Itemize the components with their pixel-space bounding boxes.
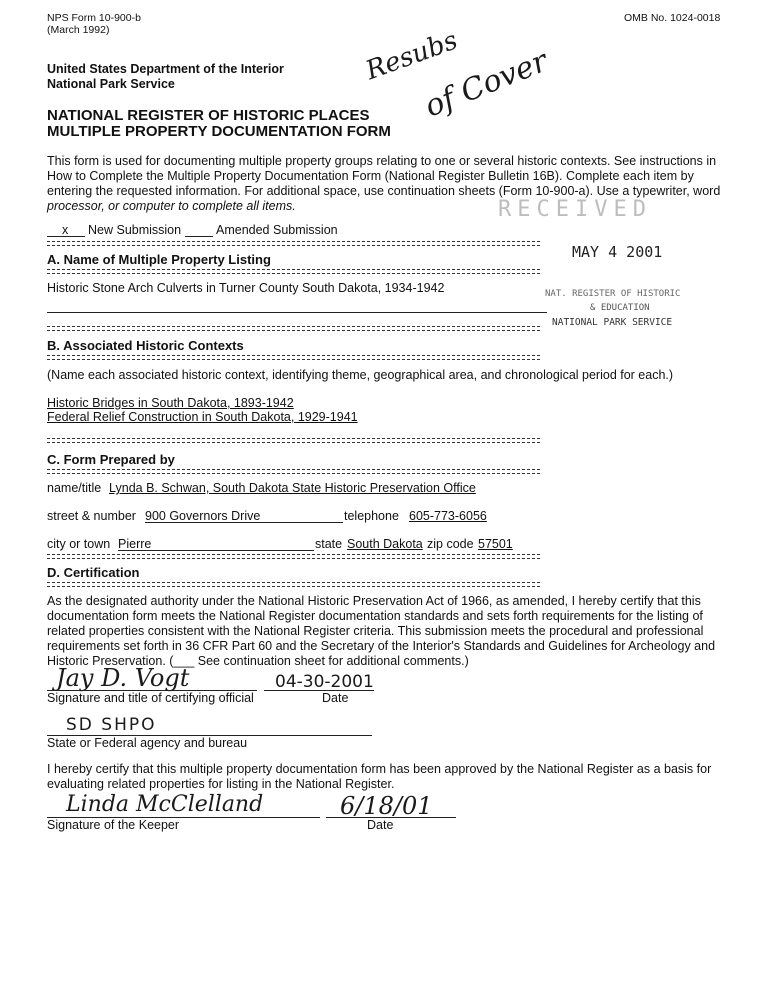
- stamp-line2: & EDUCATION: [590, 303, 650, 313]
- stamp-date: MAY 4 2001: [572, 243, 663, 261]
- property-listing-name: Historic Stone Arch Culverts in Turner County South Dakota, 1934-1942: [47, 281, 445, 295]
- street-underline: [145, 522, 343, 523]
- certifying-signature-label: Signature and title of certifying official: [47, 691, 254, 705]
- street-value: 900 Governors Drive: [145, 509, 261, 523]
- divider: [47, 469, 540, 474]
- stamp-line1: NAT. REGISTER OF HISTORIC: [545, 289, 681, 299]
- city-value: Pierre: [118, 537, 152, 551]
- certification-date-value: 04-30-2001: [275, 672, 374, 692]
- amended-submission-blank: [185, 236, 213, 237]
- keeper-date-value: 6/18/01: [340, 792, 433, 820]
- historic-context-item: Historic Bridges in South Dakota, 1893-1942: [47, 396, 294, 410]
- handwritten-note-line1: Resubs: [362, 25, 462, 87]
- service-name: National Park Service: [47, 77, 175, 91]
- divider: [47, 326, 540, 331]
- certification-line3: related properties consistent with the National Register criteria. This submission meets the procedural and professional: [47, 624, 704, 638]
- amended-submission-label: Amended Submission: [216, 223, 338, 237]
- name-title-label: name/title: [47, 481, 102, 495]
- stamp-received: RECEIVED: [498, 197, 652, 222]
- intro-line3: entering the requested information. For additional space, use continuation sheets (Form 10-900-a). Use a typewriter, word: [47, 184, 721, 198]
- department-name: United States Department of the Interior: [47, 62, 284, 76]
- state-label: state: [315, 537, 343, 551]
- telephone-label: telephone: [344, 509, 399, 523]
- divider: [47, 582, 540, 587]
- divider: [47, 355, 540, 360]
- keeper-certify-line2: evaluating related properties for listing in the National Register.: [47, 777, 395, 791]
- city-underline: [118, 550, 314, 551]
- blank-line: [47, 312, 547, 313]
- intro-line1: This form is used for documenting multiple property groups relating to one or several historic contexts. See instructions in: [47, 154, 717, 168]
- agency-label: State or Federal agency and bureau: [47, 736, 248, 750]
- keeper-date-label: Date: [367, 818, 394, 832]
- form-title-line2: MULTIPLE PROPERTY DOCUMENTATION FORM: [47, 123, 391, 140]
- agency-value: SD SHPO: [66, 715, 157, 735]
- handwritten-note-line2: of Cover: [420, 43, 553, 125]
- form-title-line1: NATIONAL REGISTER OF HISTORIC PLACES: [47, 107, 370, 124]
- omb-number: OMB No. 1024-0018: [624, 12, 721, 24]
- section-a-heading: A. Name of Multiple Property Listing: [47, 252, 271, 267]
- certification-line4: requirements set forth in 36 CFR Part 60 and the Secretary of the Interior's Standards and Guidelines for Archeology and: [47, 639, 716, 653]
- certifying-official-signature: Jay D. Vogt: [56, 664, 190, 692]
- divider: [47, 269, 540, 274]
- intro-line4: processor, or computer to complete all items.: [47, 199, 296, 213]
- divider: [47, 554, 540, 559]
- new-submission-label: New Submission: [88, 223, 182, 237]
- date-line: [264, 690, 374, 691]
- telephone-value: 605-773-6056: [409, 509, 487, 523]
- section-d-heading: D. Certification: [47, 565, 140, 580]
- section-b-heading: B. Associated Historic Contexts: [47, 338, 244, 353]
- street-label: street & number: [47, 509, 136, 523]
- certification-line2: documentation form meets the National Register documentation standards and sets forth requirements for the listing of: [47, 609, 703, 623]
- form-date: (March 1992): [47, 24, 110, 36]
- certification-line1: As the designated authority under the National Historic Preservation Act of 1966, as amended, I hereby certify that this: [47, 594, 701, 608]
- form-number: NPS Form 10-900-b: [47, 12, 141, 24]
- new-submission-mark: x: [62, 223, 69, 237]
- certification-line5: Historic Preservation. (___ See continuation sheet for additional comments.): [47, 654, 469, 668]
- divider: [47, 241, 540, 246]
- keeper-certify-line1: I hereby certify that this multiple property documentation form has been approved by the National Register as a basis for: [47, 762, 712, 776]
- zip-label: zip code: [427, 537, 474, 551]
- intro-line2: How to Complete the Multiple Property Documentation Form (National Register Bulletin 16B). Complete each item by: [47, 169, 694, 183]
- section-b-instruction: (Name each associated historic context, identifying theme, geographical area, and chronological period for each.): [47, 368, 674, 382]
- city-label: city or town: [47, 537, 111, 551]
- keeper-signature: Linda McClelland: [66, 792, 264, 817]
- zip-value: 57501: [478, 537, 513, 551]
- historic-context-item: Federal Relief Construction in South Dakota, 1929-1941: [47, 410, 358, 424]
- certification-date-label: Date: [322, 691, 349, 705]
- section-c-heading: C. Form Prepared by: [47, 452, 175, 467]
- stamp-line3: NATIONAL PARK SERVICE: [552, 317, 673, 328]
- name-title-value: Lynda B. Schwan, South Dakota State Historic Preservation Office: [109, 481, 476, 495]
- keeper-signature-label: Signature of the Keeper: [47, 818, 180, 832]
- divider: [47, 438, 540, 443]
- state-value: South Dakota: [347, 537, 423, 551]
